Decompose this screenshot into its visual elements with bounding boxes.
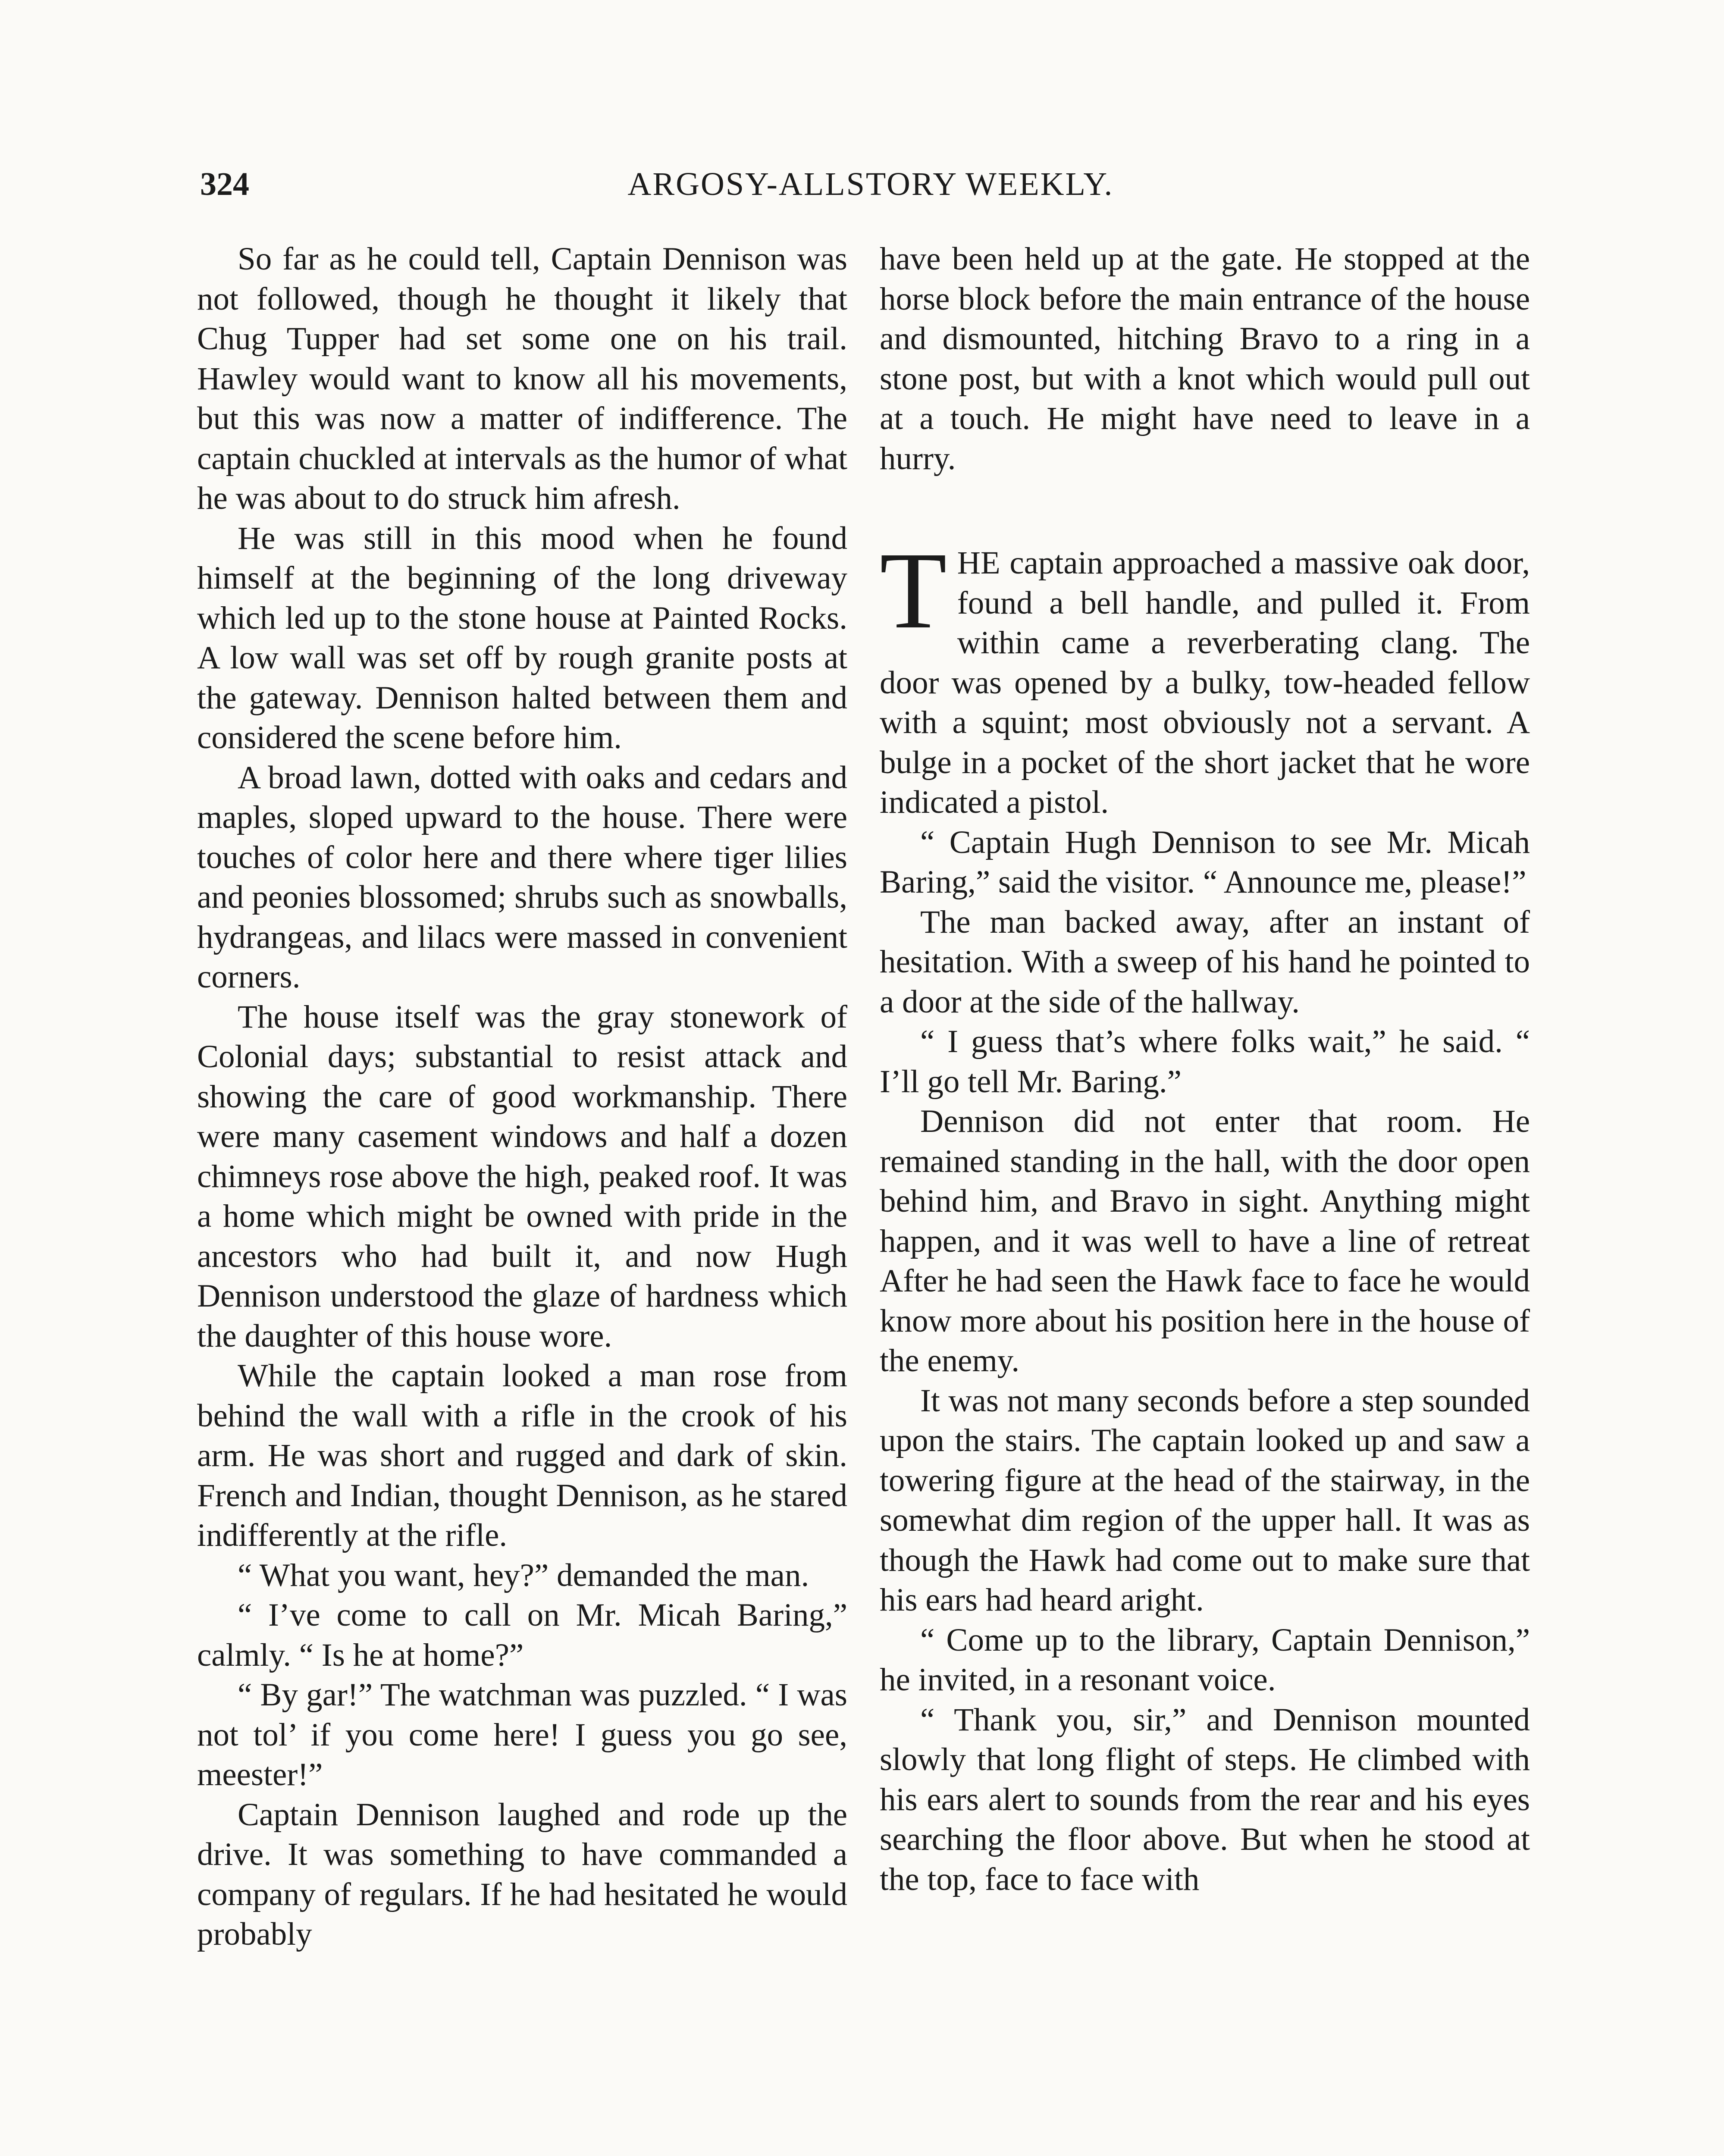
- paragraph: “ Come up to the library, Captain Dennison,” he invited, in a resonant voice.: [880, 1622, 1530, 1698]
- paragraph: So far as he could tell, Captain Dennison was not followed, though he thought it likely that Chug Tupper had set some one on his trail. Hawley would want to know all his movements, but this was now a matter of indifference. The captain chuckled at intervals as the humor of what he was about to do struck him afresh.: [197, 241, 847, 516]
- text-column-right: [880, 239, 1530, 1899]
- paragraph: Dennison did not enter that room. He remained standing in the hall, with the door open behind him, and Bravo in sight. Anything might happen, and it was well to have a line of retreat After he had seen the Hawk face to face he would know more about his position here in the house of the enemy.: [880, 1103, 1530, 1379]
- paragraph: A broad lawn, dotted with oaks and cedars and maples, sloped upward to the house. There were touches of color here and there where tiger lilies and peonies blossomed; shrubs such as snowballs, hydrangeas, and lilacs were massed in convenient corners.: [197, 759, 847, 995]
- paragraph: “ I’ve come to call on Mr. Micah Baring,” calmly. “ Is he at home?”: [197, 1597, 847, 1673]
- paragraph: “ What you want, hey?” demanded the man.: [238, 1557, 809, 1593]
- paragraph: The man backed away, after an instant of hesitation. With a sweep of his hand he pointed to a door at the side of the hallway.: [880, 904, 1530, 1020]
- continued-paragraph: have been held up at the gate. He stopped at the horse block before the main entrance of the house and dismounted, hitching Bravo to a ring in a stone post, but with a knot which would pull out at a touch. He might have need to leave in a hurry.: [880, 241, 1530, 476]
- page-number: 324: [200, 166, 249, 202]
- paragraph: “ Captain Hugh Dennison to see Mr. Micah Baring,” said the visitor. “ Announce me, please!”: [880, 824, 1530, 900]
- paragraph: The house itself was the gray stonework of Colonial days; substantial to resist attack and showing the care of good workmanship. There were many casement windows and half a dozen chimneys rose above the high, peaked roof. It was a home which might be owned with pride in the ancestors who had built it, and now Hugh Dennison understood the glaze of hardness which the daughter of this house wore.: [197, 999, 847, 1354]
- paragraph: While the captain looked a man rose from behind the wall with a rifle in the crook of his arm. He was short and rugged and dark of skin. French and Indian, thought Dennison, as he stared indifferently at the rifle.: [197, 1358, 847, 1553]
- paragraph: “ Thank you, sir,” and Dennison mounted slowly that long flight of steps. He climbed with his ears alert to sounds from the rear and his eyes searching the floor above. But when he stood at the top, face to face with: [880, 1702, 1530, 1897]
- running-title: ARGOSY-ALLSTORY WEEKLY.: [627, 166, 1114, 202]
- paragraph: It was not many seconds before a step sounded upon the stairs. The captain looked up and saw a towering figure at the head of the stairway, in the somewhat dim region of the upper hall. It was as though the Hawk had come out to make sure that his ears had heard aright.: [880, 1382, 1530, 1618]
- section-opening-paragraph: [880, 530, 1530, 823]
- paragraph: “ By gar!” The watchman was puzzled. “ I was not tol’ if you come here! I guess you go see, meester!”: [197, 1677, 847, 1792]
- page-header: [200, 160, 1541, 208]
- paragraph: “ I guess that’s where folks wait,” he said. “ I’ll go tell Mr. Baring.”: [880, 1024, 1530, 1100]
- drop-cap-initial: T: [880, 530, 947, 652]
- text-column-left: [197, 239, 847, 1955]
- section-opening-text: HE captain approached a massive oak door, found a bell handle, and pulled it. From within came a reverberating clang. The door was opened by a bulky, tow-headed fellow with a squint; most obviously not a servant. A bulge in a pocket of the short jacket that he wore indicated a pistol.: [880, 545, 1530, 820]
- paragraph: Captain Dennison laughed and rode up the drive. It was something to have commanded a company of regulars. If he had hesitated he would probably: [197, 1796, 847, 1952]
- paragraph: He was still in this mood when he found himself at the beginning of the long driveway which led up to the stone house at Painted Rocks. A low wall was set off by rough granite posts at the gateway. Dennison halted between them and considered the scene before him.: [197, 520, 847, 755]
